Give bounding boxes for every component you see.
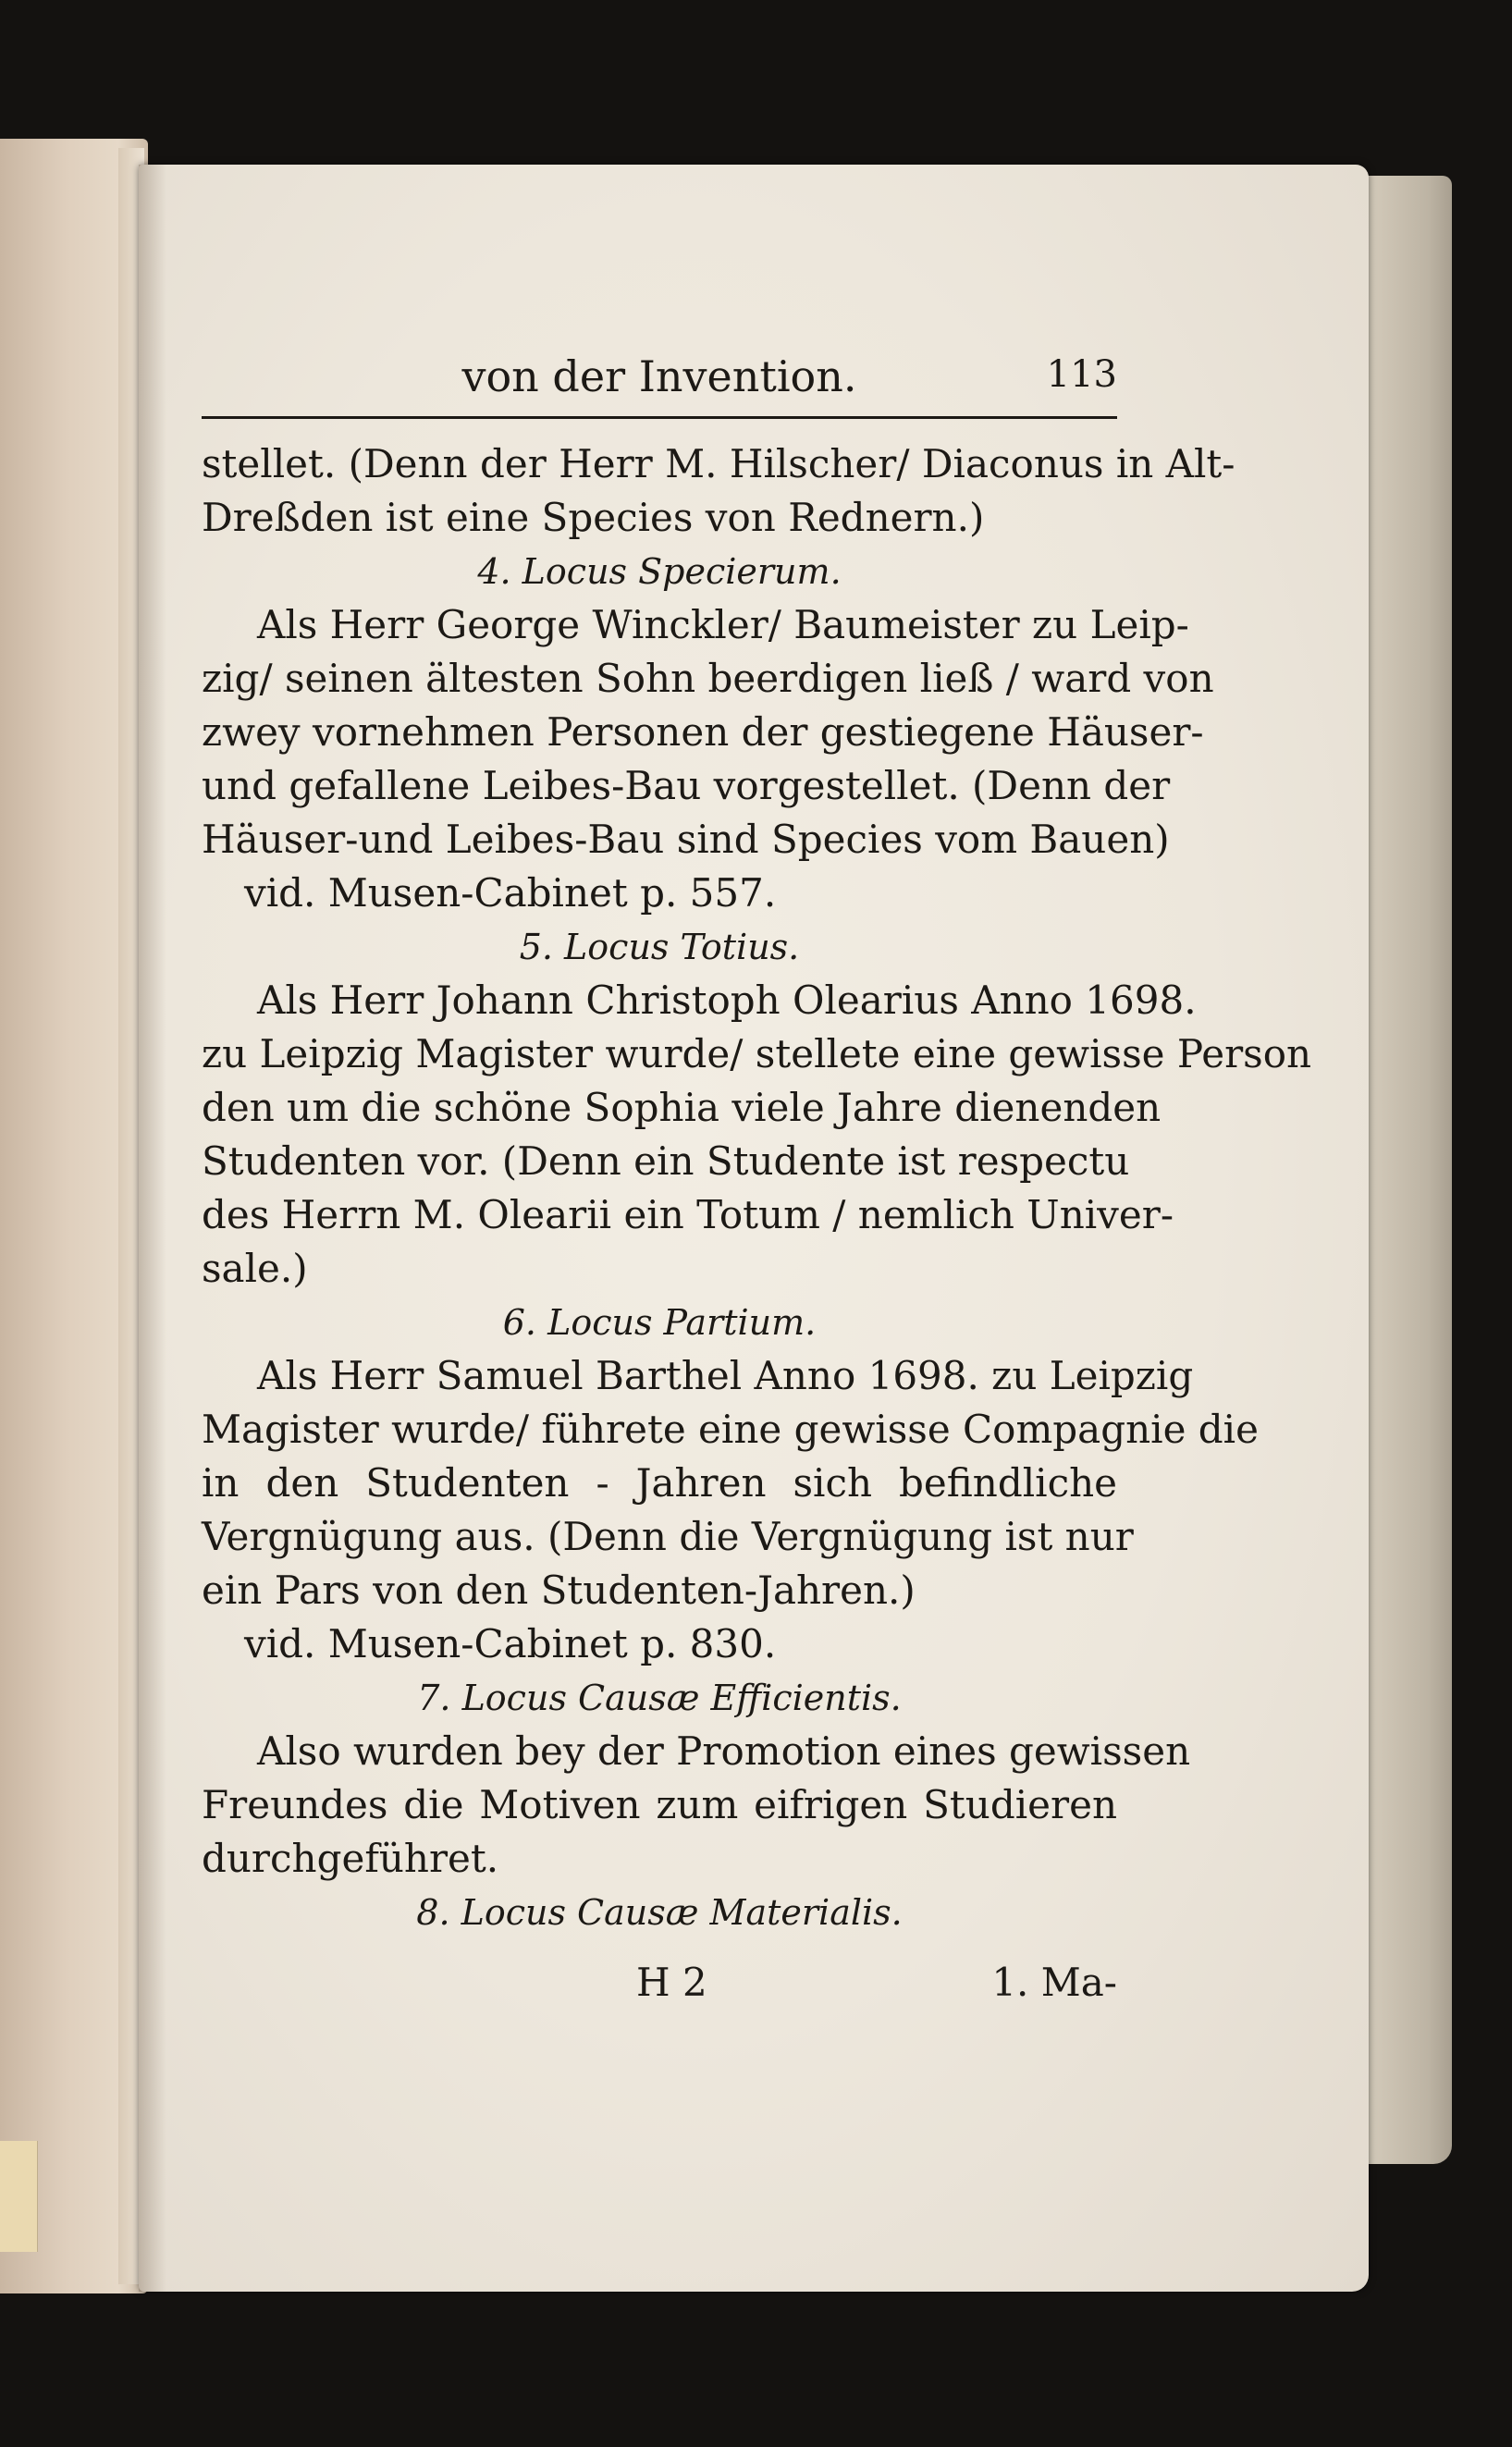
paper-tab xyxy=(0,2141,38,2252)
text-line: Dreßden ist eine Species von Rednern.) xyxy=(202,495,985,540)
text-line: Als Herr Samuel Barthel Anno 1698. zu Leipzig xyxy=(257,1353,1194,1398)
text-line: Also wurden bey der Promotion eines gewissen xyxy=(257,1728,1191,1774)
catchword: 1. Ma- xyxy=(991,1960,1117,2005)
text-line: sale.) xyxy=(202,1246,308,1291)
section-heading: 6. Locus Partium. xyxy=(502,1302,817,1343)
text-line: des Herrn M. Olearii ein Totum / nemlich Univer- xyxy=(202,1192,1174,1237)
section-heading: 5. Locus Totius. xyxy=(519,927,800,967)
page-text-block xyxy=(202,342,1312,2019)
text-line: Als Herr George Winckler/ Baumeister zu Leip- xyxy=(257,602,1189,647)
text-line: Magister wurde/ führete eine gewisse Compagnie die xyxy=(202,1407,1259,1452)
reference-line: vid. Musen-Cabinet p. 557. xyxy=(244,870,777,916)
text-line: Häuser-und Leibes-Bau sind Species vom Bauen) xyxy=(202,817,1170,862)
running-header xyxy=(202,342,1117,409)
section-heading: 4. Locus Specierum. xyxy=(477,551,842,592)
page-gutter-shadow xyxy=(139,165,166,2292)
section-heading: 8. Locus Causæ Materialis. xyxy=(416,1892,903,1933)
text-line: Als Herr Johann Christoph Olearius Anno 1698. xyxy=(257,978,1197,1023)
text-line: Vergnügung aus. (Denn die Vergnügung ist nur xyxy=(202,1514,1134,1559)
text-line: Studenten vor. (Denn ein Studente ist respectu xyxy=(202,1138,1130,1184)
section-heading: 7. Locus Causæ Efficientis. xyxy=(417,1678,902,1718)
text-line: in den Studenten - Jahren sich befindliche xyxy=(202,1460,1117,1506)
reference-line: vid. Musen-Cabinet p. 830. xyxy=(244,1621,777,1666)
text-line: zu Leipzig Magister wurde/ stellete eine gewisse Person xyxy=(202,1031,1312,1076)
text-line: Freundes die Motiven zum eifrigen Studieren xyxy=(202,1782,1117,1827)
text-line: zig/ seinen ältesten Sohn beerdigen ließ / ward von xyxy=(202,656,1214,701)
running-title: von der Invention. xyxy=(461,351,857,401)
signature-mark: H 2 xyxy=(636,1960,707,2005)
header-rule xyxy=(202,416,1117,419)
page-number: 113 xyxy=(1046,353,1117,396)
text-line: zwey vornehmen Personen der gestiegene Häuser- xyxy=(202,709,1204,755)
text-line: und gefallene Leibes-Bau vorgestellet. (Denn der xyxy=(202,763,1171,808)
text-line: durchgeführet. xyxy=(202,1836,499,1881)
text-line: den um die schöne Sophia viele Jahre dienenden xyxy=(202,1085,1162,1130)
page-footer xyxy=(202,1954,1117,2019)
text-line: stellet. (Denn der Herr M. Hilscher/ Diaconus in Alt- xyxy=(202,441,1235,486)
text-line: ein Pars von den Studenten-Jahren.) xyxy=(202,1568,916,1613)
